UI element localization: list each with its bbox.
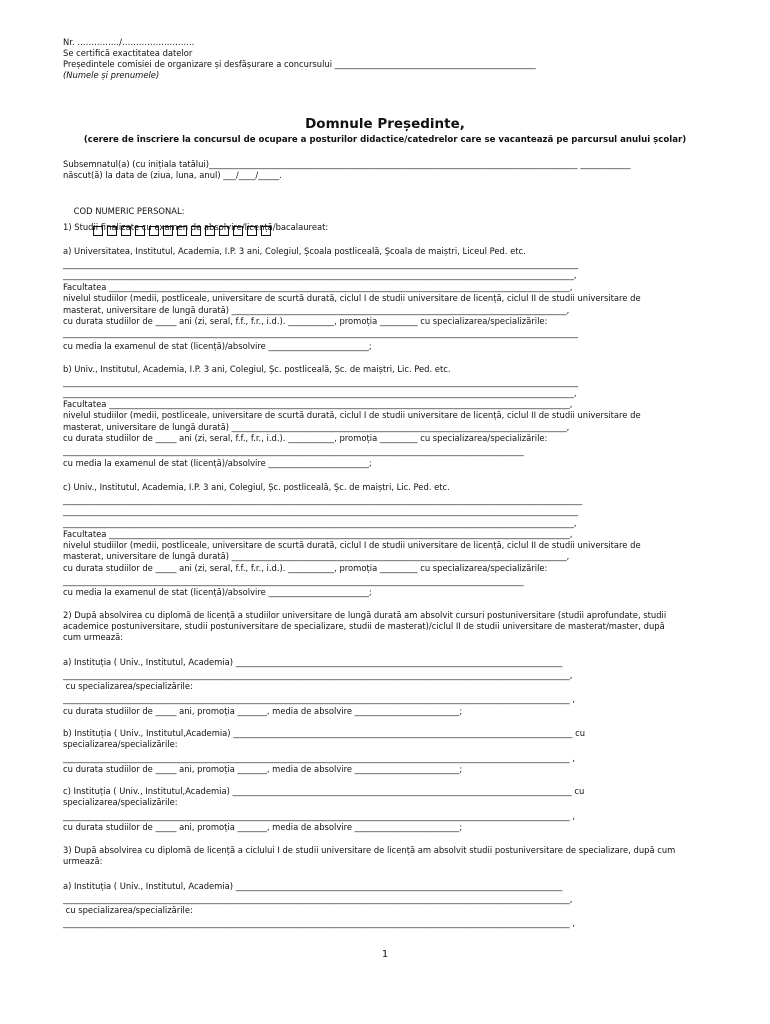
- s2a-blank-line: _________________________________________________________________________________________________________________________,: [63, 670, 573, 680]
- s2b-specialization-label: specializarea/specializările:: [63, 739, 178, 749]
- s1c-grade-field: cu media la examenul de stat (licență)/absolvire ________________________;: [63, 587, 372, 597]
- s2c-specialization-line: _________________________________________________________________________________________________________________________ ,: [63, 811, 576, 821]
- s2a-specialization-line: _________________________________________________________________________________________________________________________ ,: [63, 694, 576, 704]
- s3a-institution-field: a) Instituția ( Univ., Institutul, Academia) ______________________________________________________________________________: [63, 881, 563, 891]
- s1b-faculty-field: Facultatea ______________________________________________________________________________________________________________,: [63, 399, 573, 409]
- section3-heading: 3) După absolvirea cu diplomă de licență a ciclului I de studii universitare de licență am absolvit studii postuniversitare de specializare, după cum: [63, 845, 676, 855]
- s1c-level-text: nivelul studiilor (medii, postliceale, universitare de scurtă durată, ciclul I de studii universitare de licență, ciclul II de studii universitare de: [63, 540, 641, 550]
- s2c-duration-field: cu durata studiilor de _____ ani, promoția _______, media de absolvire _________________________;: [63, 822, 463, 832]
- section1-heading: 1) Studii finalizate cu examen de absolvire/licență/bacalaureat:: [63, 222, 329, 232]
- s1b-level-text: nivelul studiilor (medii, postliceale, universitare de scurtă durată, ciclul I de studii universitare de licență, ciclul II de studii universitare de: [63, 410, 641, 420]
- s3a-specialization-label: cu specializarea/specializările:: [63, 905, 193, 915]
- s1a-grade-field: cu media la examenul de stat (licență)/absolvire ________________________;: [63, 341, 372, 351]
- s1b-level-field: masterat, universitare de lungă durată) ________________________________________________________________________________,: [63, 422, 570, 432]
- s1a-duration-field: cu durata studiilor de _____ ani (zi, seral, f.f., f.r., i.d.). ___________, promoția _________ cu specializarea/specializările:: [63, 316, 548, 326]
- s1b-specialization-line: ______________________________________________________________________________________________________________: [63, 446, 524, 456]
- s1c-level-field: masterat, universitare de lungă durată) ________________________________________________________________________________,: [63, 551, 570, 561]
- s1a-blank-line: ___________________________________________________________________________________________________________________________: [63, 259, 579, 269]
- s1c-specialization-line: ______________________________________________________________________________________________________________: [63, 576, 524, 586]
- s1b-institution-label: b) Univ., Institutul, Academia, I.P. 3 ani, Colegiul, Șc. postliceală, Șc. de maiștri, Lic. Ped. etc.: [63, 364, 451, 374]
- s1c-blank-line: ___________________________________________________________________________________________________________________________: [63, 506, 579, 516]
- commission-president-line: Președintele comisiei de organizare și desfășurare a concursului ________________________________________________: [63, 59, 536, 69]
- s1c-faculty-field: Facultatea ______________________________________________________________________________________________________________,: [63, 529, 573, 539]
- s2b-specialization-line: _________________________________________________________________________________________________________________________ ,: [63, 753, 576, 763]
- s2b-duration-field: cu durata studiilor de _____ ani, promoția _______, media de absolvire _________________________;: [63, 764, 463, 774]
- s2c-specialization-label: specializarea/specializările:: [63, 797, 178, 807]
- page-number: 1: [381, 949, 389, 960]
- s1a-faculty-field: Facultatea ______________________________________________________________________________________________________________,: [63, 282, 573, 292]
- s1a-specialization-line: ___________________________________________________________________________________________________________________________: [63, 328, 579, 338]
- s1c-institution-label: c) Univ., Institutul, Academia, I.P. 3 ani, Colegiul, Șc. postliceală, Șc. de maiștri, Lic. Ped. etc.: [63, 482, 450, 492]
- s1a-level-text: nivelul studiilor (medii, postliceale, universitare de scurtă durată, ciclul I de studii universitare de licență, ciclul II de studii universitare de: [63, 293, 641, 303]
- s3a-specialization-line: _________________________________________________________________________________________________________________________ ,: [63, 918, 576, 928]
- page-subtitle: (cerere de înscriere la concursul de ocupare a posturilor didactice/catedrelor care se vacantează pe parcursul anului școlar): [83, 135, 687, 145]
- cnp-label: COD NUMERIC PERSONAL:: [73, 206, 185, 216]
- s1c-blank-line: __________________________________________________________________________________________________________________________,: [63, 518, 577, 528]
- section2-heading: 2) După absolvirea cu diplomă de licență a studiilor universitare de lungă durată am absolvit cursuri postuniversitare (studii aprofundate, studii: [63, 610, 667, 620]
- birth-date-field: născut(ă) la data de (ziua, luna, anul) ___/____/_____.: [63, 170, 282, 180]
- s2a-institution-field: a) Instituția ( Univ., Institutul, Academia) ______________________________________________________________________________: [63, 657, 563, 667]
- s1c-duration-field: cu durata studiilor de _____ ani (zi, seral, f.f., f.r., i.d.). ___________, promoția _________ cu specializarea/specializările:: [63, 563, 548, 573]
- page-title: Domnule Președinte,: [305, 116, 465, 132]
- section2-heading: academice postuniversitare, studii postuniversitare de specializare, studii de masterat)/ciclul II de studii universitare de masterat/master, după: [63, 621, 665, 631]
- s1a-level-field: masterat, universitare de lungă durată) ________________________________________________________________________________,: [63, 305, 570, 315]
- s2c-institution-field: c) Instituția ( Univ., Institutul,Academia) _________________________________________________________________________________ cu: [63, 786, 585, 796]
- s2a-duration-field: cu durata studiilor de _____ ani, promoția _______, media de absolvire _________________________;: [63, 706, 463, 716]
- s1b-blank-line: __________________________________________________________________________________________________________________________,: [63, 388, 577, 398]
- s1b-grade-field: cu media la examenul de stat (licență)/absolvire ________________________;: [63, 458, 372, 468]
- section3-heading: urmează:: [63, 856, 103, 866]
- s3a-blank-line: _________________________________________________________________________________________________________________________,: [63, 894, 573, 904]
- s1b-duration-field: cu durata studiilor de _____ ani (zi, seral, f.f., f.r., i.d.). ___________, promoția _________ cu specializarea/specializările:: [63, 433, 548, 443]
- name-caption: (Numele și prenumele): [63, 70, 160, 80]
- s1c-blank-line: ____________________________________________________________________________________________________________________________: [63, 495, 583, 505]
- applicant-name-field: Subsemnatul(a) (cu inițiala tatălui)________________________________________________________________________________________ ____________: [63, 159, 631, 169]
- certification-text: Se certifică exactitatea datelor: [63, 48, 193, 58]
- s1a-institution-label: a) Universitatea, Institutul, Academia, I.P. 3 ani, Colegiul, Școala postliceală, Școala de maiștri, Liceul Ped. etc.: [63, 246, 526, 256]
- s2b-institution-field: b) Instituția ( Univ., Institutul,Academia) _________________________________________________________________________________ cu: [63, 728, 586, 738]
- section2-heading: cum urmează:: [63, 632, 124, 642]
- registration-number: Nr. ……………/……………………..: [63, 37, 195, 47]
- s1b-blank-line: ___________________________________________________________________________________________________________________________: [63, 377, 579, 387]
- s2a-specialization-label: cu specializarea/specializările:: [63, 681, 193, 691]
- s1a-blank-line: __________________________________________________________________________________________________________________________,: [63, 270, 577, 280]
